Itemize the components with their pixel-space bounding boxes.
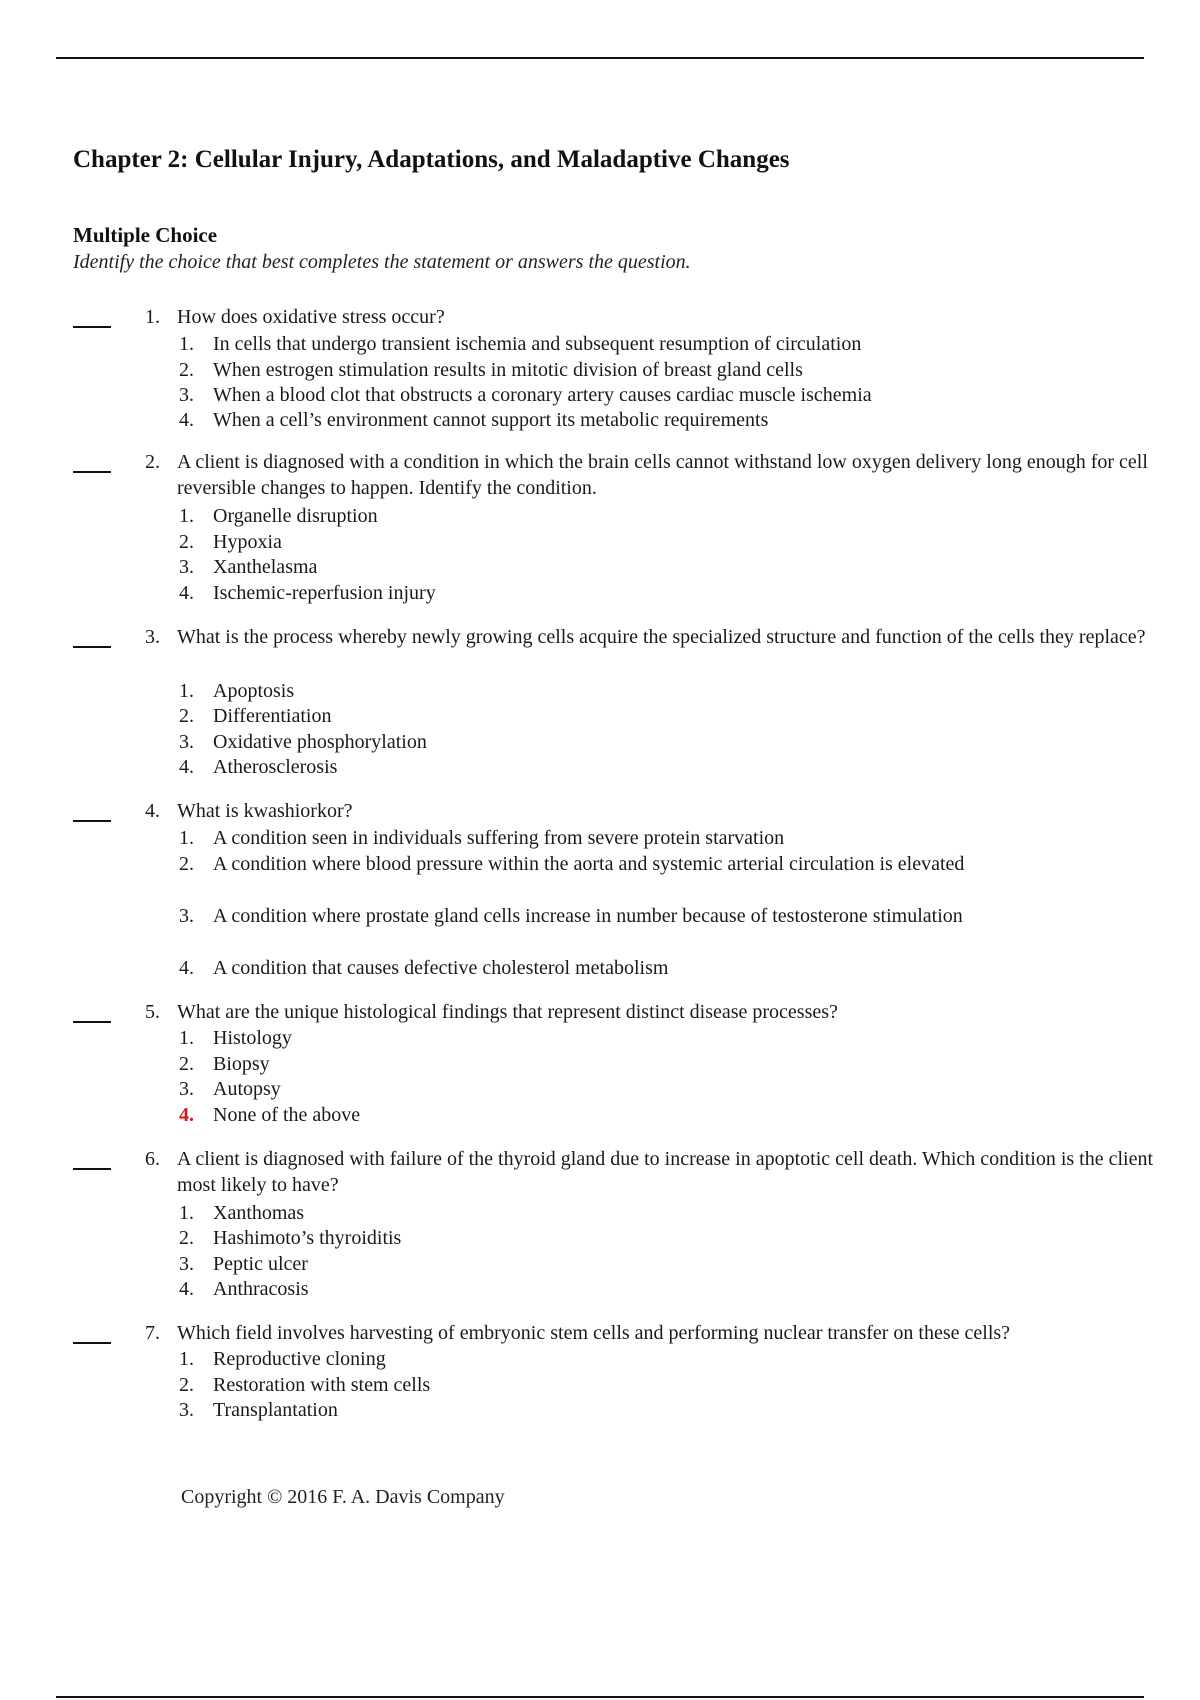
option-text: When a cell’s environment cannot support its metabolic requirements: [213, 409, 769, 431]
top-rule: [56, 57, 1144, 59]
section-heading: Multiple Choice: [73, 223, 218, 247]
option-4: [0, 955, 1200, 981]
option-4: [0, 1102, 1200, 1128]
option-number: 2.: [179, 531, 194, 553]
option-number: 1.: [179, 333, 194, 355]
question-number: 6.: [145, 1148, 160, 1170]
option-number: 3.: [179, 1078, 194, 1100]
option-text: Atherosclerosis: [213, 756, 338, 778]
option-text: Restoration with stem cells: [213, 1374, 431, 1396]
option-number: 2.: [179, 853, 194, 875]
option-number: 2.: [179, 1374, 194, 1396]
option-number: 3.: [179, 384, 194, 406]
answer-blank[interactable]: [73, 326, 111, 328]
question-number: 1.: [145, 306, 160, 328]
copyright-notice: Copyright © 2016 F. A. Davis Company: [181, 1486, 505, 1508]
question-stem: What is the process whereby newly growing cells acquire the specialized structure and function of the cells they replace?: [177, 626, 1146, 648]
option-2: [0, 1372, 1200, 1398]
question-number: 2.: [145, 451, 160, 473]
option-number: 2.: [179, 1227, 194, 1249]
option-text: Reproductive cloning: [213, 1348, 386, 1370]
option-text: When a blood clot that obstructs a coronary artery causes cardiac muscle ischemia: [213, 384, 872, 406]
question-number: 4.: [145, 800, 160, 822]
option-text: Transplantation: [213, 1399, 338, 1421]
question-stem: What are the unique histological findings that represent distinct disease processes?: [177, 1001, 838, 1023]
option-3: [0, 1397, 1200, 1423]
option-text: Oxidative phosphorylation: [213, 731, 427, 753]
option-text: Xanthelasma: [213, 556, 318, 578]
option-number: 1.: [179, 680, 194, 702]
option-text: A condition seen in individuals suffering from severe protein starvation: [213, 827, 785, 849]
option-text: Organelle disruption: [213, 505, 378, 527]
instructions-text: Identify the choice that best completes the statement or answers the question.: [73, 251, 691, 273]
option-number: 1.: [179, 1202, 194, 1224]
option-4: [0, 1276, 1200, 1302]
page-title: Chapter 2: Cellular Injury, Adaptations, and Maladaptive Changes: [73, 146, 790, 173]
option-text: None of the above: [213, 1104, 361, 1126]
option-3: [0, 729, 1200, 755]
option-number: 4.: [179, 957, 194, 979]
option-text: A condition where prostate gland cells increase in number because of testosterone stimulation: [213, 905, 963, 927]
option-number: 4.: [179, 1278, 194, 1300]
question-stem: How does oxidative stress occur?: [177, 306, 445, 328]
option-number: 3.: [179, 731, 194, 753]
option-1: [0, 503, 1200, 529]
option-2: [0, 529, 1200, 555]
option-2: [0, 703, 1200, 729]
option-3: [0, 1251, 1200, 1277]
question-stem: What is kwashiorkor?: [177, 800, 353, 822]
option-text: Autopsy: [213, 1078, 281, 1100]
option-2: [0, 357, 1200, 383]
answer-blank[interactable]: [73, 820, 111, 822]
option-number: 2.: [179, 705, 194, 727]
option-number: 3.: [179, 1253, 194, 1275]
option-text: Xanthomas: [213, 1202, 305, 1224]
option-1: [0, 1025, 1200, 1051]
option-1: [0, 825, 1200, 851]
question-stem: Which field involves harvesting of embryonic stem cells and performing nuclear transfer on these cells?: [177, 1322, 1011, 1344]
option-4: [0, 754, 1200, 780]
question-number: 5.: [145, 1001, 160, 1023]
option-1: [0, 331, 1200, 357]
option-2: [0, 1051, 1200, 1077]
option-2: [0, 851, 1200, 877]
option-number: 4.: [179, 756, 194, 778]
option-text: A condition where blood pressure within the aorta and systemic arterial circulation is elevated: [213, 853, 965, 875]
option-text: Hypoxia: [213, 531, 282, 553]
option-3: [0, 554, 1200, 580]
option-text: Histology: [213, 1027, 292, 1049]
option-text: Peptic ulcer: [213, 1253, 308, 1275]
option-1: [0, 1200, 1200, 1226]
option-3: [0, 1076, 1200, 1102]
option-number: 3.: [179, 905, 194, 927]
option-3: [0, 903, 1200, 929]
option-number: 1.: [179, 505, 194, 527]
option-number: 1.: [179, 827, 194, 849]
option-number: 4.: [179, 582, 194, 604]
option-text: A condition that causes defective cholesterol metabolism: [213, 957, 669, 979]
option-2: [0, 1225, 1200, 1251]
question-stem: A client is diagnosed with a condition in which the brain cells cannot withstand low oxygen delivery long enough for cell reversible changes to happen. Identify the condition.: [177, 451, 1148, 499]
answer-blank[interactable]: [73, 471, 111, 473]
question-number: 3.: [145, 626, 160, 648]
answer-blank[interactable]: [73, 646, 111, 648]
option-1: [0, 1346, 1200, 1372]
option-text: Apoptosis: [213, 680, 295, 702]
option-text: Differentiation: [213, 705, 332, 727]
question-number: 7.: [145, 1322, 160, 1344]
option-number: 1.: [179, 1027, 194, 1049]
option-3: [0, 382, 1200, 408]
option-text: Hashimoto’s thyroiditis: [213, 1227, 402, 1249]
answer-blank[interactable]: [73, 1168, 111, 1170]
option-number: 1.: [179, 1348, 194, 1370]
option-number: 4.: [179, 409, 194, 431]
option-number: 2.: [179, 359, 194, 381]
option-number: 3.: [179, 556, 194, 578]
option-1: [0, 678, 1200, 704]
option-text: Biopsy: [213, 1053, 270, 1075]
option-text: When estrogen stimulation results in mitotic division of breast gland cells: [213, 359, 803, 381]
option-4: [0, 580, 1200, 606]
answer-marker: 4.: [179, 1104, 194, 1126]
option-text: Ischemic-reperfusion injury: [213, 582, 436, 604]
question-stem: A client is diagnosed with failure of the thyroid gland due to increase in apoptotic cell death. Which condition is the client most likely to have?: [177, 1148, 1154, 1196]
answer-blank[interactable]: [73, 1021, 111, 1023]
option-4: [0, 407, 1200, 433]
option-text: Anthracosis: [213, 1278, 309, 1300]
answer-blank[interactable]: [73, 1342, 111, 1344]
option-text: In cells that undergo transient ischemia and subsequent resumption of circulation: [213, 333, 862, 355]
option-number: 3.: [179, 1399, 194, 1421]
bottom-rule: [56, 1696, 1144, 1698]
option-number: 2.: [179, 1053, 194, 1075]
